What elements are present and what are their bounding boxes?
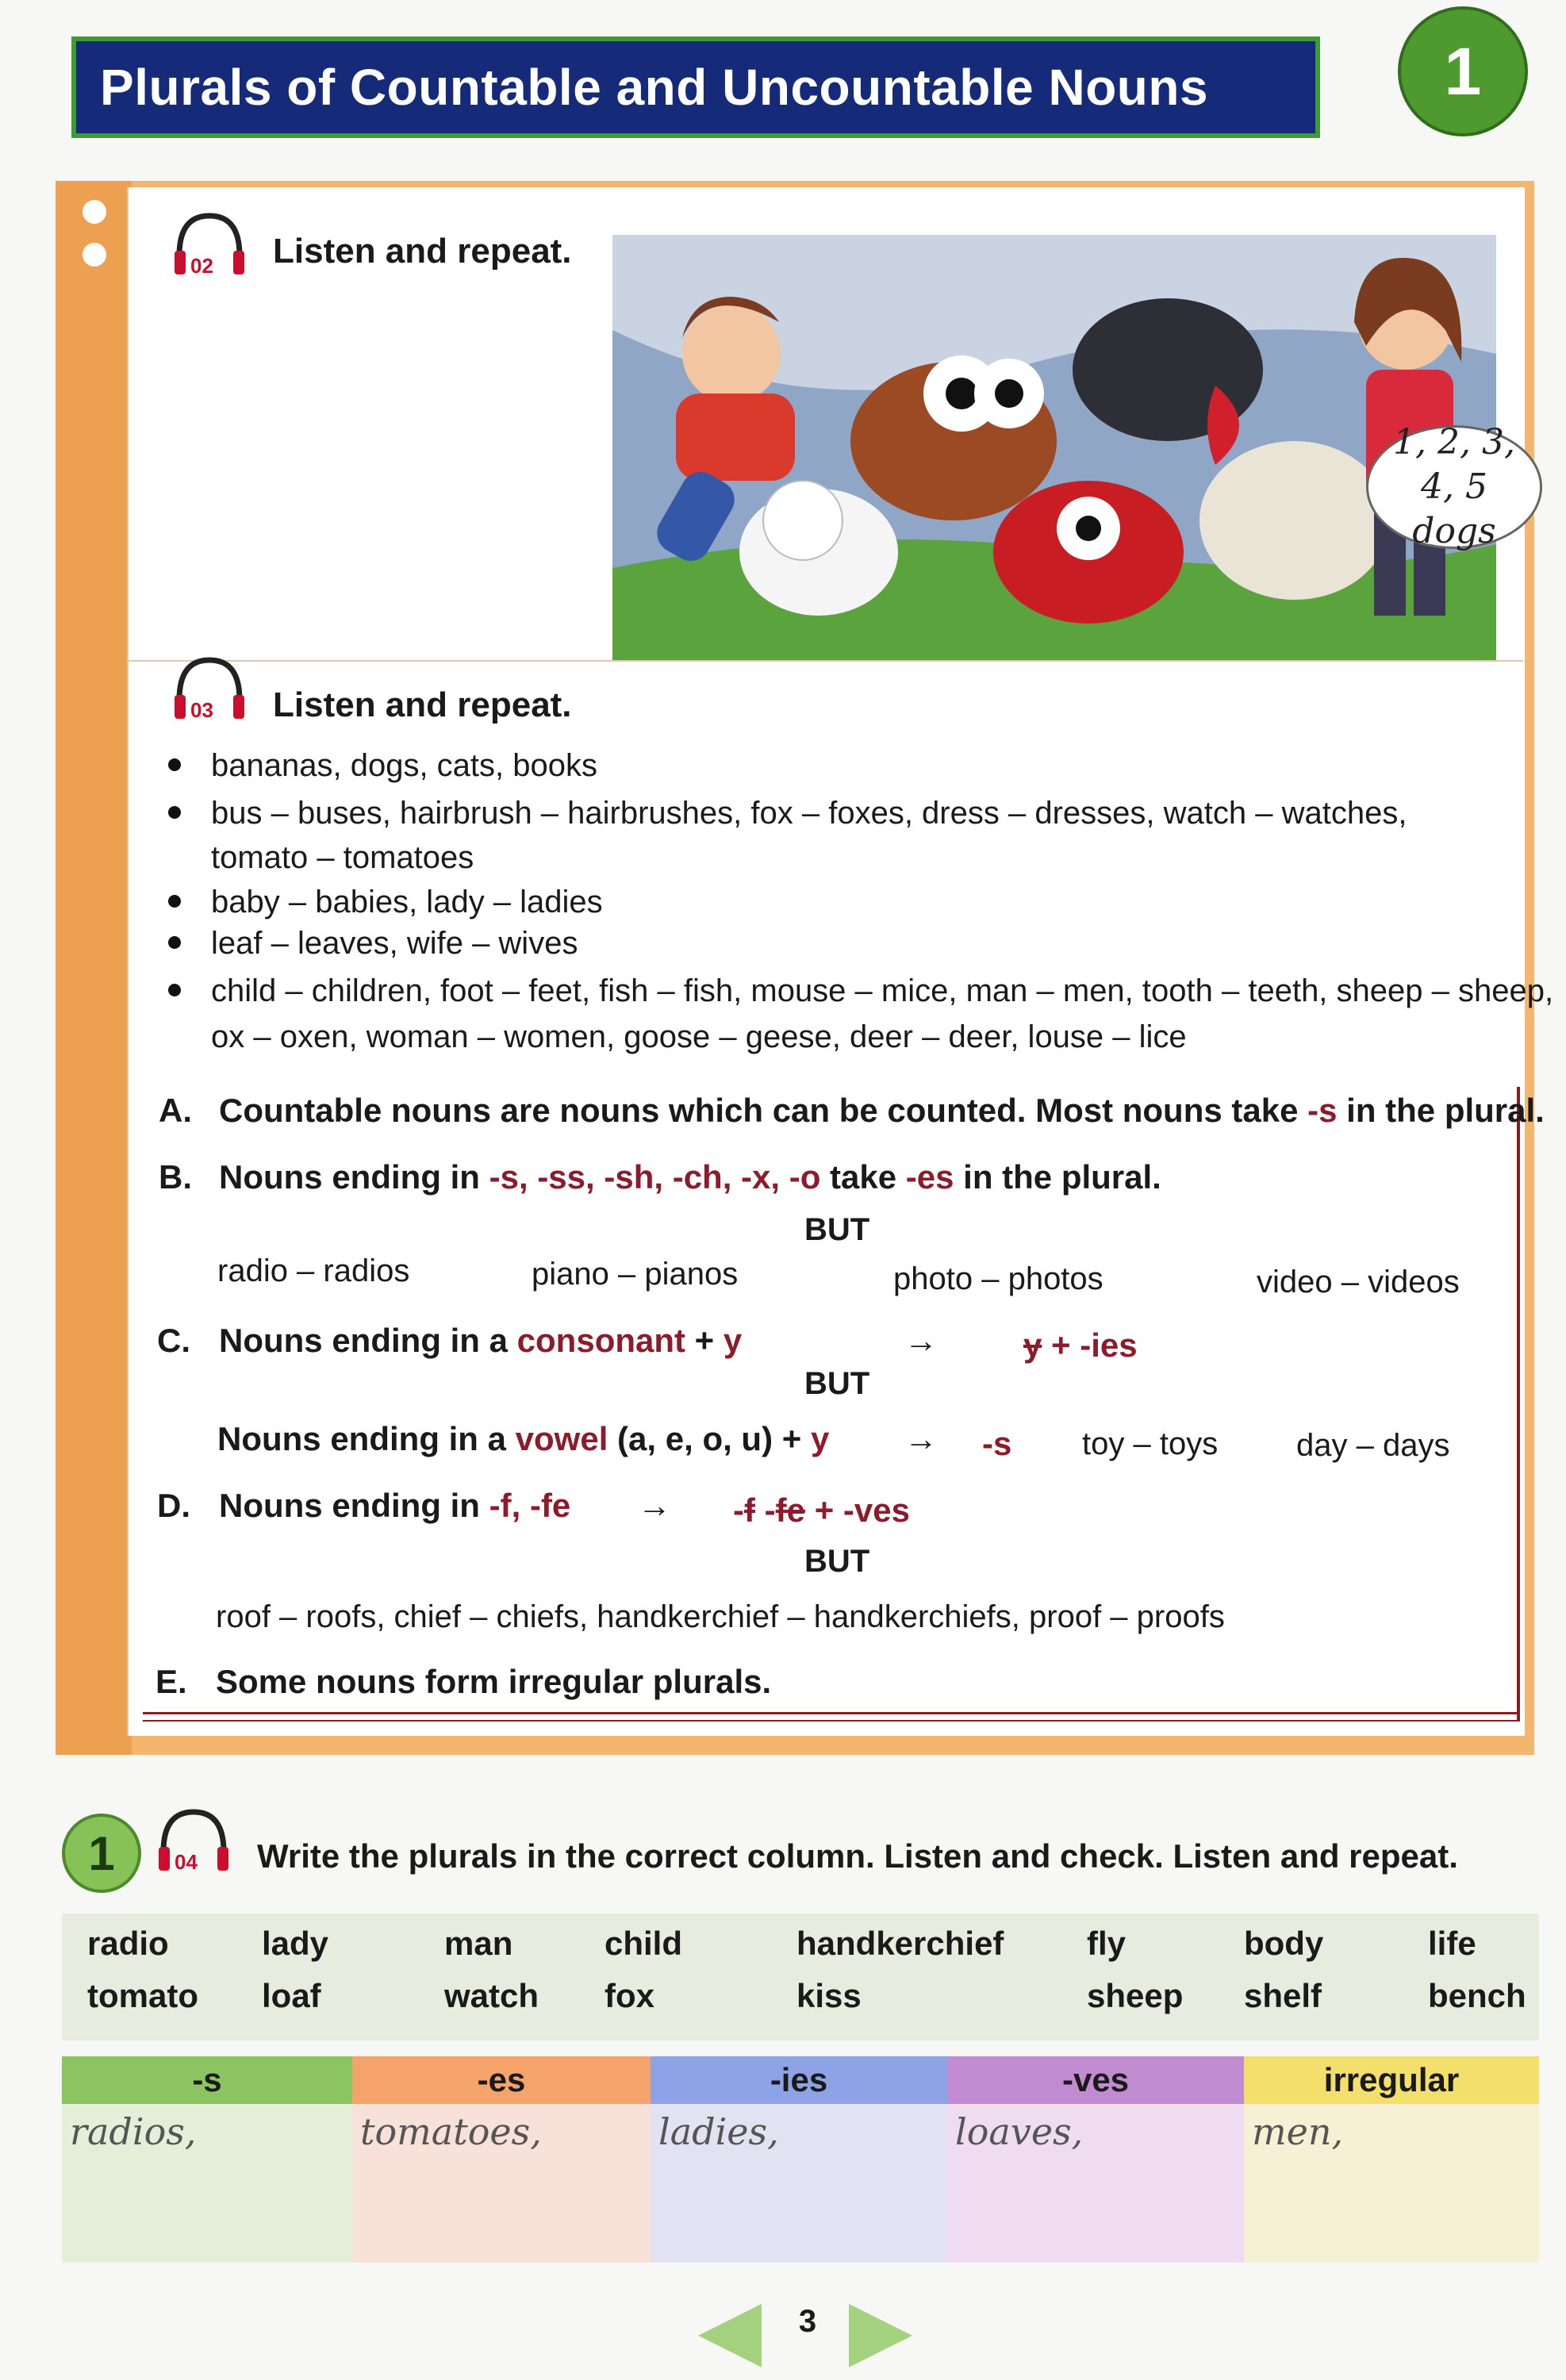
column-header: -s — [62, 2056, 352, 2104]
unit-number-badge — [1398, 6, 1528, 136]
column-header: irregular — [1244, 2056, 1539, 2104]
rule-bracket — [1517, 1087, 1520, 1722]
speech-bubble-text: 1, 2, 3, 4, 5 dogs — [1393, 422, 1515, 551]
bullet-line: baby – babies, lady – ladies — [211, 885, 603, 919]
rule-d-text: Nouns ending in -f, -fe — [219, 1487, 571, 1524]
example: video – videos — [1257, 1265, 1460, 1299]
section-divider — [127, 660, 1523, 662]
but-label: BUT — [804, 1544, 870, 1579]
answer-column[interactable] — [947, 2104, 1244, 2263]
track-number: 04 — [175, 1850, 198, 1874]
rule-c-line2-result: -s — [982, 1425, 1012, 1462]
rule-d-result: -f -fe + -ves — [733, 1491, 910, 1529]
arrow: → — [904, 1420, 938, 1457]
example: piano – pianos — [532, 1257, 739, 1292]
word-bank-word: kiss — [796, 1977, 862, 2014]
word-bank-word: bench — [1428, 1977, 1526, 2014]
bullet-line: leaf – leaves, wife – wives — [211, 926, 578, 961]
ring-hole — [83, 243, 106, 267]
audio-track-03-icon[interactable] — [170, 651, 249, 734]
handwritten-answer: radios, — [70, 2110, 197, 2153]
rule-letter: B. — [159, 1158, 192, 1196]
bullet-line: bananas, dogs, cats, books — [211, 748, 597, 783]
word-bank-word: tomato — [87, 1977, 198, 2014]
example-list: roof – roofs, chief – chiefs, handkerchief – handkerchiefs, proof – proofs — [216, 1599, 1225, 1634]
but-label: BUT — [804, 1366, 870, 1401]
unit-number: 1 — [1444, 33, 1482, 109]
grammar-box-spine — [56, 181, 132, 1755]
bullet — [168, 936, 181, 949]
but-label: BUT — [804, 1212, 870, 1247]
track-number: 03 — [190, 698, 213, 722]
rule-c-text: Nouns ending in a consonant + y — [219, 1322, 743, 1359]
handwritten-answer: men, — [1252, 2110, 1344, 2153]
rule-c-line2: Nouns ending in a vowel (a, e, o, u) + y — [217, 1420, 830, 1457]
bullet-line: tomato – tomatoes — [211, 840, 474, 875]
word-bank-word: man — [444, 1925, 513, 1962]
answer-column[interactable] — [1244, 2104, 1539, 2263]
answer-column[interactable] — [352, 2104, 651, 2263]
page-number: 3 — [798, 2304, 817, 2339]
word-bank-word: loaf — [262, 1977, 321, 2014]
rule-bracket — [143, 1720, 1520, 1722]
answer-column[interactable] — [651, 2104, 947, 2263]
example: toy – toys — [1082, 1426, 1219, 1461]
rule-letter: D. — [157, 1487, 190, 1524]
word-bank-word: child — [605, 1925, 683, 1962]
column-header: -es — [352, 2056, 651, 2104]
rule-letter: C. — [157, 1322, 190, 1359]
word-bank-word: fly — [1087, 1925, 1127, 1962]
rule-bracket — [143, 1712, 1520, 1714]
exercise-number-badge — [62, 1814, 141, 1893]
example: radio – radios — [217, 1253, 410, 1288]
rule-c-result: y + -ies — [1023, 1326, 1138, 1364]
rule-b-text: Nouns ending in -s, -ss, -sh, -ch, -x, -o take -es in the plural. — [219, 1158, 1161, 1196]
track-number: 02 — [190, 254, 213, 278]
rule-e-text: Some nouns form irregular plurals. — [216, 1663, 772, 1700]
example: photo – photos — [893, 1261, 1103, 1296]
listen-instruction: Listen and repeat. — [273, 232, 572, 271]
bullet-line: bus – buses, hairbrush – hairbrushes, fox – foxes, dress – dresses, watch – watches, — [211, 796, 1407, 831]
word-bank-word: body — [1244, 1925, 1324, 1962]
page-title: Plurals of Countable and Uncountable Nouns — [100, 59, 1209, 116]
word-bank-word: life — [1428, 1925, 1476, 1962]
word-bank-word: watch — [444, 1977, 539, 2014]
arrow: → — [904, 1322, 938, 1359]
handwritten-answer: ladies, — [658, 2110, 779, 2153]
column-header: -ies — [651, 2056, 947, 2104]
bullet — [168, 806, 181, 819]
previous-page-arrow-icon[interactable] — [698, 2304, 762, 2367]
word-bank-word: lady — [262, 1925, 329, 1962]
bullet — [168, 895, 181, 908]
rule-letter: A. — [159, 1092, 192, 1129]
audio-track-02-icon[interactable] — [170, 206, 249, 290]
word-bank-word: radio — [87, 1925, 169, 1962]
speech-bubble — [1366, 422, 1542, 551]
rule-a-text: Countable nouns are nouns which can be counted. Most nouns take -s in the plural. — [219, 1092, 1545, 1129]
word-bank-word: shelf — [1244, 1977, 1322, 2014]
exercise-number: 1 — [88, 1826, 115, 1880]
column-header: -ves — [947, 2056, 1244, 2104]
word-bank-word: sheep — [1087, 1977, 1184, 2014]
ring-hole — [83, 200, 106, 224]
word-bank-word: handkerchief — [796, 1925, 1004, 1962]
bullet — [168, 984, 181, 996]
illustration-kids-with-dogs — [612, 235, 1496, 660]
word-bank-word: fox — [605, 1977, 654, 2014]
exercise-instruction: Write the plurals in the correct column. Listen and check. Listen and repeat. — [257, 1837, 1458, 1875]
handwritten-answer: loaves, — [955, 2110, 1084, 2153]
page-title-bar — [71, 36, 1320, 138]
arrow: → — [638, 1487, 671, 1524]
next-page-arrow-icon[interactable] — [849, 2304, 912, 2367]
bullet-line: child – children, foot – feet, fish – fish, mouse – mice, man – men, tooth – teeth, sheep – sheep, — [211, 973, 1554, 1008]
bullet — [168, 758, 181, 771]
audio-track-04-icon[interactable] — [154, 1802, 233, 1886]
rule-letter: E. — [155, 1663, 187, 1700]
handwritten-answer: tomatoes, — [360, 2110, 542, 2153]
bullet-line: ox – oxen, woman – women, goose – geese, deer – deer, louse – lice — [211, 1019, 1187, 1054]
example: day – days — [1296, 1428, 1450, 1463]
answer-column[interactable] — [62, 2104, 352, 2263]
listen-instruction: Listen and repeat. — [273, 685, 572, 724]
